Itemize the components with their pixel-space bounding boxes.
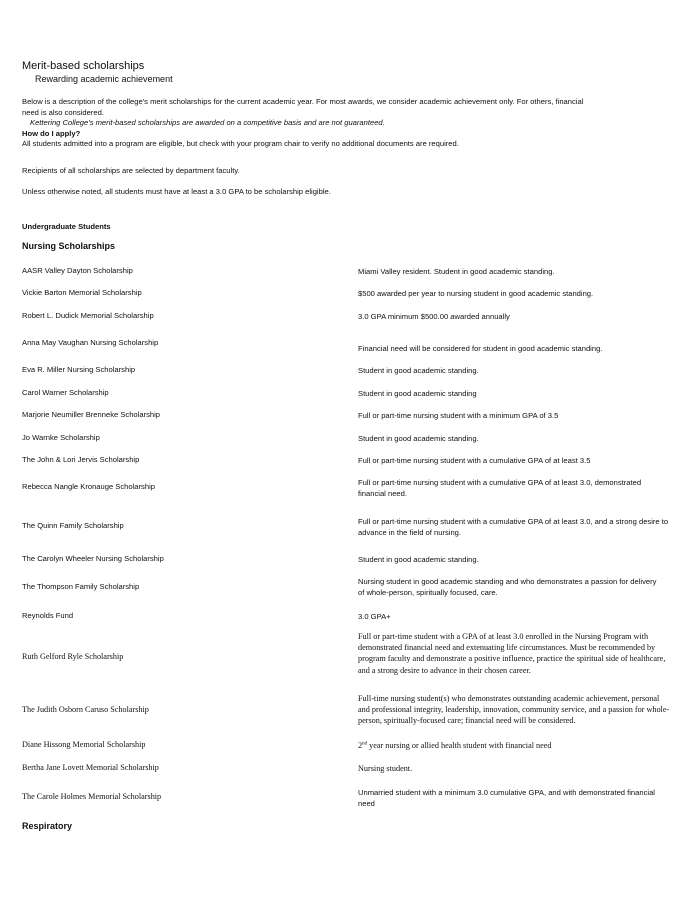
scholarship-desc: 3.0 GPA minimum $500.00 awarded annually [358,312,510,321]
scholarship-desc: Full or part-time student with a GPA of at least 3.0 enrolled in the Nursing Program with demonstrated financial need and extenuating life circumstances. Must be recommended by program faculty and demonstrate a positive influence, practice the spiritual side of healthcare, and a strong desire to advance in their chosen career. [358,632,666,675]
page-subtitle: Rewarding academic achievement [35,74,173,84]
section-nursing: Nursing Scholarships [22,241,116,251]
scholarship-name: Ruth Gelford Ryle Scholarship [22,652,124,661]
scholarship-name: Anna May Vaughan Nursing Scholarship [22,338,159,347]
intro-paragraph [22,97,602,150]
scholarship-name: Carol Warner Scholarship [22,388,109,397]
section-undergraduate: Undergraduate Students [22,222,111,231]
desc-text: year nursing or allied health student with financial need [367,741,552,750]
scholarship-name: Vickie Barton Memorial Scholarship [22,288,142,297]
scholarship-desc: Student in good academic standing. [358,366,479,375]
scholarship-name: Reynolds Fund [22,611,74,620]
scholarship-name: The Quinn Family Scholarship [22,521,124,530]
scholarship-name: AASR Valley Dayton Scholarship [22,266,133,275]
scholarship-desc: Nursing student in good academic standing and who demonstrates a passion for delivery of whole-person, spiritually focused, care. [358,577,657,597]
recipients-note: Recipients of all scholarships are selected by department faculty. [22,166,240,175]
scholarship-name: Marjorie Neumiller Brenneke Scholarship [22,410,161,419]
scholarship-desc: Student in good academic standing. [358,555,479,564]
page-title: Merit-based scholarships [22,60,145,72]
scholarship-desc: Financial need will be considered for student in good academic standing. [358,344,603,353]
scholarship-desc: Full-time nursing student(s) who demonstrates outstanding academic achievement, personal and professional integrity, leadership, innovation, community service, and a passion for whole-person, spiritually-focused care; financial need will be considered. [358,694,670,726]
scholarship-desc: Full or part-time nursing student with a minimum GPA of 3.5 [358,411,559,420]
scholarship-desc: Unmarried student with a minimum 3.0 cumulative GPA, and with demonstrated financial need [358,788,655,808]
intro-italic-note: Kettering College's merit-based scholarships are awarded on a competitive basis and are not guaranteed. [30,118,385,128]
scholarship-desc: Full or part-time nursing student with a cumulative GPA of at least 3.0, demonstrated financial need. [358,478,642,498]
scholarship-desc: Nursing student. [358,764,413,773]
scholarship-name: Bertha Jane Lovett Memorial Scholarship [22,763,159,772]
scholarship-name: Eva R. Miller Nursing Scholarship [22,365,136,374]
desc-superscript: nd [362,741,368,747]
desc-prefix: 2 [358,741,363,750]
scholarship-desc: Full or part-time nursing student with a cumulative GPA of at least 3.0, and a strong desire to advance in the field of nursing. [358,517,669,537]
scholarship-desc: Miami Valley resident. Student in good academic standing. [358,267,555,276]
scholarship-desc: $500 awarded per year to nursing student in good academic standing. [358,289,594,298]
scholarship-name: The Carolyn Wheeler Nursing Scholarship [22,554,164,563]
scholarship-desc: 3.0 GPA+ [358,612,391,621]
section-respiratory: Respiratory [22,821,73,831]
how-to-apply-text: All students admitted into a program are eligible, but check with your program chair to verify no additional documents are required. [22,139,459,149]
scholarship-name: The Thompson Family Scholarship [22,582,140,591]
scholarship-name: Diane Hissong Memorial Scholarship [22,740,146,749]
scholarship-name: The John & Lori Jervis Scholarship [22,455,140,464]
scholarship-desc: Student in good academic standing. [358,434,479,443]
scholarship-desc: Student in good academic standing [358,389,477,398]
scholarship-desc: Full or part-time nursing student with a cumulative GPA of at least 3.5 [358,456,591,465]
gpa-note: Unless otherwise noted, all students must have at least a 3.0 GPA to be scholarship eligible. [22,187,331,196]
scholarship-name: Robert L. Dudick Memorial Scholarship [22,311,154,320]
scholarship-desc [358,740,673,751]
scholarship-name: Jo Warnke Scholarship [22,433,100,442]
intro-text: Below is a description of the college's merit scholarships for the current academic year. For most awards, we consider academic achievement only. For others, financial need is also considered. [22,97,584,117]
scholarship-name: The Carole Holmes Memorial Scholarship [22,792,162,801]
scholarship-name: Rebecca Nangle Kronauge Scholarship [22,482,155,491]
scholarship-name: The Judith Osborn Caruso Scholarship [22,705,149,714]
how-to-apply-heading: How do I apply? [22,128,81,138]
